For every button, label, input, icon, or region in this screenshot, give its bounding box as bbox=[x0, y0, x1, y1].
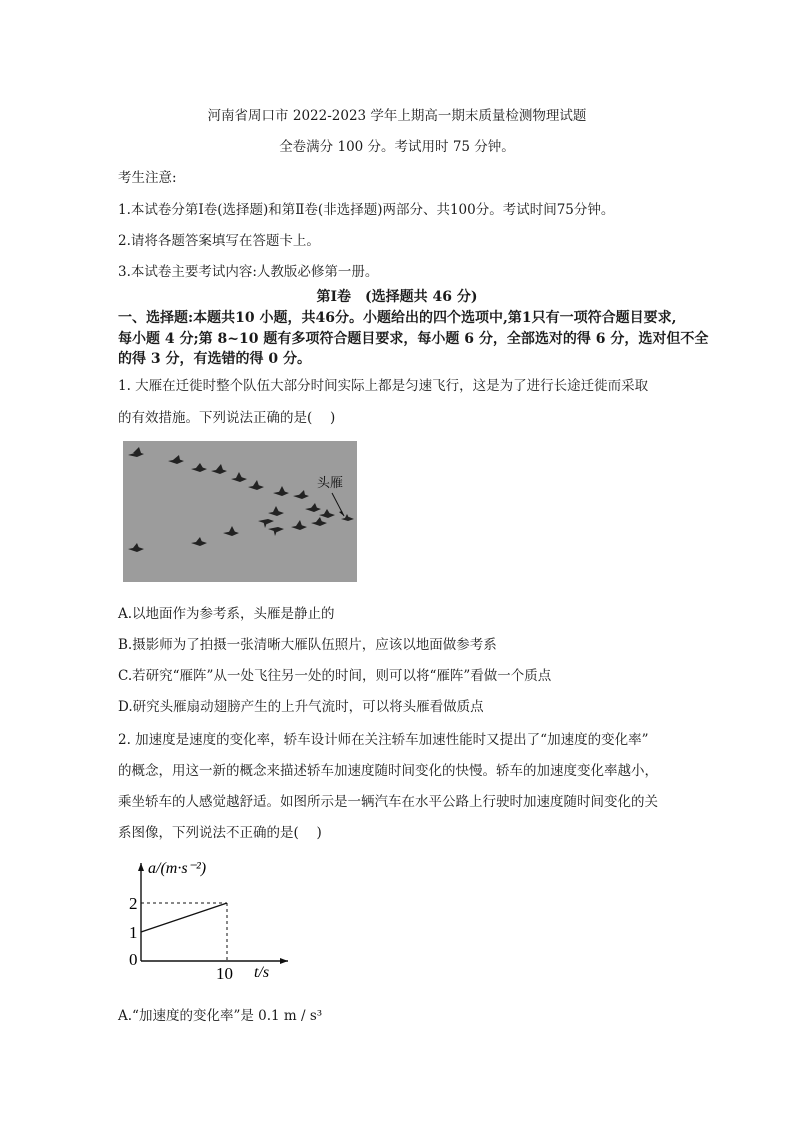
q1-option-c: C.若研究“雁阵”从一处飞往另一处的时间，则可以将“雁阵”看做一个质点 bbox=[118, 668, 552, 684]
section-title: 第Ⅰ卷 (选择题共 46 分) bbox=[316, 289, 478, 305]
notice-item: 2.请将各题答案填写在答题卡上。 bbox=[118, 233, 320, 249]
q2-stem-line: 的概念，用这一新的概念来描述轿车加速度随时间变化的快慢。轿车的加速度变化率越小， bbox=[118, 763, 658, 779]
q2-option-a: A.“加速度的变化率”是 0.1 m / s³ bbox=[118, 1008, 323, 1024]
y-tick-label: 0 bbox=[129, 950, 138, 969]
page-subtitle: 全卷满分 100 分。考试用时 75 分钟。 bbox=[279, 139, 515, 155]
y-axis-arrow bbox=[138, 863, 144, 871]
y-tick-label: 2 bbox=[129, 894, 138, 913]
acceleration-time-graph bbox=[128, 855, 298, 985]
q1-stem-line: 的有效措施。下列说法正确的是( ) bbox=[118, 410, 336, 426]
section-intro-line: 每小题 4 分;第 8~10 题有多项符合题目要求，每小题 6 分，全部选对的得 6 分，选对但不全 bbox=[118, 331, 709, 347]
section-intro-line: 的得 3 分，有选错的得 0 分。 bbox=[118, 351, 311, 367]
x-axis-label: t/s bbox=[254, 964, 270, 981]
x-tick-label: 10 bbox=[216, 964, 233, 983]
q1-option-a: A.以地面作为参考系，头雁是静止的 bbox=[118, 606, 335, 622]
q1-option-d: D.研究头雁扇动翅膀产生的上升气流时，可以将头雁看做质点 bbox=[118, 699, 484, 715]
q1-option-b: B.摄影师为了拍摄一张清晰大雁队伍照片，应该以地面做参考系 bbox=[118, 637, 497, 653]
q2-stem-line: 乘坐轿车的人感觉越舒适。如图所示是一辆汽车在水平公路上行驶时加速度随时间变化的关 bbox=[118, 794, 658, 810]
geese-flock-illustration bbox=[123, 441, 357, 582]
q1-stem-line: 1. 大雁在迁徙时整个队伍大部分时间实际上都是匀速飞行，这是为了进行长途迁徙而采取 bbox=[118, 378, 649, 394]
x-axis-arrow bbox=[280, 958, 288, 964]
y-tick-label: 1 bbox=[129, 923, 138, 942]
page-title: 河南省周口市 2022-2023 学年上期高一期末质量检测物理试题 bbox=[207, 108, 587, 124]
notice-item: 1.本试卷分第Ⅰ卷(选择题)和第Ⅱ卷(非选择题)两部分、共100分。考试时间75分钟。 bbox=[118, 202, 615, 218]
notice-heading: 考生注意: bbox=[118, 170, 177, 186]
notice-item: 3.本试卷主要考试内容:人教版必修第一册。 bbox=[118, 264, 379, 280]
series-line-a bbox=[141, 903, 227, 932]
q2-stem-line: 系图像，下列说法不正确的是( ) bbox=[118, 825, 322, 841]
q2-stem-line: 2. 加速度是速度的变化率，轿车设计师在关注轿车加速性能时又提出了“加速度的变化率” bbox=[118, 732, 649, 748]
section-intro-line: 一、选择题:本题共10 小题，共46分。小题给出的四个选项中,第1只有一项符合题目要求, bbox=[118, 310, 677, 326]
y-axis-label: a/(m·s⁻²) bbox=[148, 860, 207, 877]
lead-goose-label: 头雁 bbox=[317, 476, 344, 491]
geese-photo bbox=[123, 441, 357, 582]
